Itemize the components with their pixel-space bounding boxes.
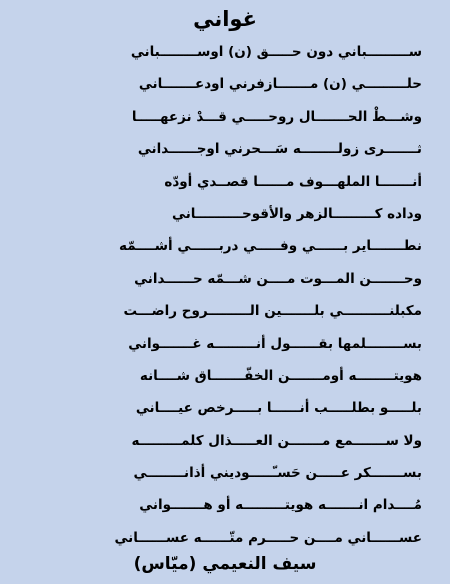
poet-signature: سيف النعيمي (ميّاس) [133, 554, 317, 574]
verse-line: عســــــاني مــــن حـــــرم متّــــــه عســــــاني [114, 529, 422, 546]
verse-line: بســــــــلمها بقــــــول أنـــــــــه غـــــــواني [128, 335, 422, 352]
verse-line: وشـــطْ الحـــــــال روحـــــي قـــدْ نزعهـــــا [131, 108, 422, 125]
verse-line: ثـــــــرى زولــــــــه سَـــحرني اوجــــــداني [137, 141, 422, 158]
verse-line: بســـــــكر عـــــن حَسـّـــــوديني أذانــــــــي [133, 465, 422, 482]
verse-line: ولا ســـــــمع مـــــــن العـــــذال كلمـــــــــه [131, 432, 422, 449]
verse-line: حلـــــــــي (ن) مـــــــازفرني اودعـــــــاني [138, 76, 422, 93]
verse-line: نطـــــــاير بــــــي وفـــــي دربــــــي أشــــمّه [119, 238, 422, 255]
verse-line: هويتــــــــه أومـــــــن الخفّـــــــاق شــــانه [139, 367, 422, 384]
verse-line: ســـــــــباني دون حـــــق (ن) اوســــــــباني [130, 44, 422, 60]
verse-line: مكبلنــــــــــي بلـــــــين الـــــــــروح راضـــت [123, 303, 422, 320]
verse-line: وداده كـــــــــالزهر والأقوحــــــــــاني [172, 205, 422, 222]
verse-line: مُــــدام انـــــــه هويتـــــــــه أو هـــــــواني [139, 497, 422, 514]
verse-list [22, 36, 422, 554]
verse-line: أنـــــــا الملهـــوف مــــــا قصــدي أودّه [164, 173, 422, 190]
verse-line: بلـــــو بطلـــــب أنــــــا بـــــرخص عيــــاني [135, 400, 422, 417]
poem-title: غواني [193, 7, 257, 31]
verse-line: وحـــــــن المـــوت مــــن شـــمّه حــــــداني [134, 270, 422, 287]
